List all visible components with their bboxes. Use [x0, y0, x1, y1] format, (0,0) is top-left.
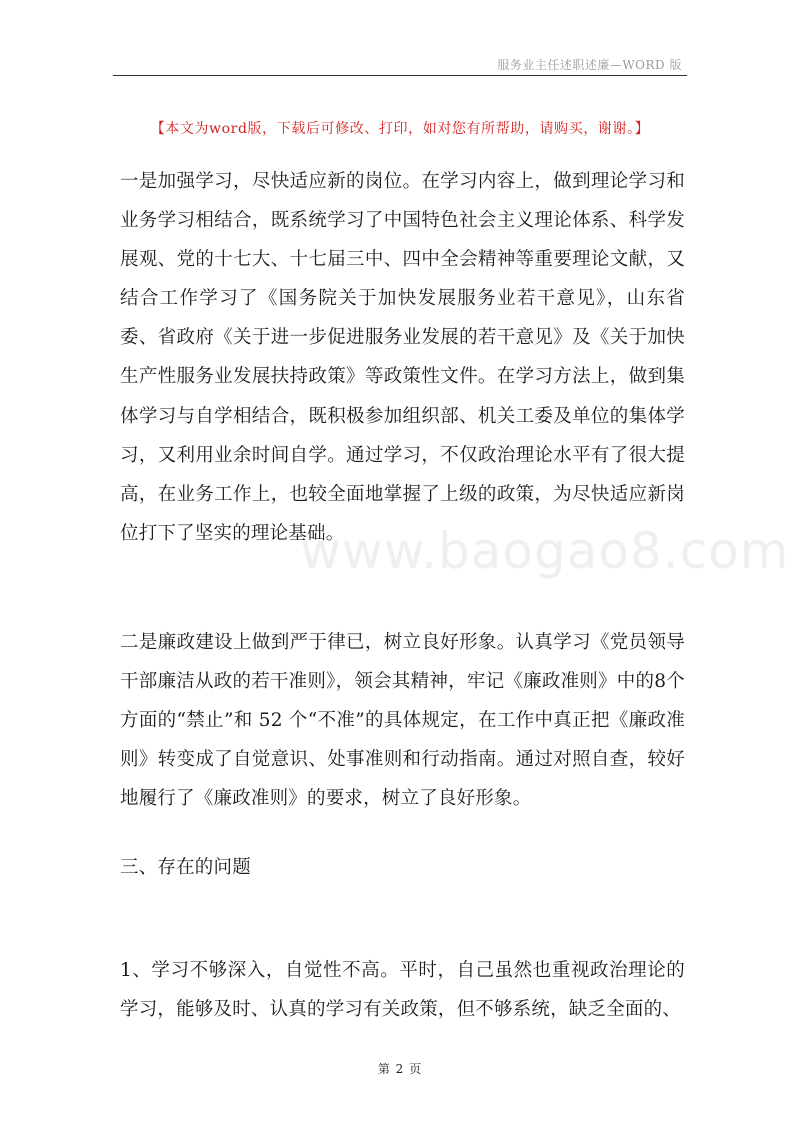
site-watermark: www.baogao8.com	[300, 522, 790, 580]
header-divider	[113, 75, 687, 76]
page-number: 第 2 页	[377, 1062, 423, 1076]
paragraph-integrity: 二是廉政建设上做到严于律已，树立良好形象。认真学习《党员领导干部廉洁从政的若干准则》，领会其精神，牢记《廉政准则》中的8个方面的“禁止”和 52 个“不准”的具体规定，在工作中真正把《廉政准则》转变成了自觉意识、处事准则和行动指南。通过对照自查，较好地履行了《廉政准则》的要求，树立了良好形象。	[120, 632, 685, 810]
purchase-notice: 【本文为word版，下载后可修改、打印，如对您有所帮助，请购买，谢谢。】	[150, 121, 650, 137]
section-heading-problems: 三、存在的问题	[120, 857, 251, 878]
paragraph-study: 一是加强学习，尽快适应新的岗位。在学习内容上，做到理论学习和业务学习相结合，既系统学习了中国特色社会主义理论体系、科学发展观、党的十七大、十七届三中、四中全会精神等重要理论文献，又结合工作学习了《国务院关于加快发展服务业若干意见》，山东省委、省政府《关于进一步促进服务业发展的若干意见》及《关于加快生产性服务业发展扶持政策》等政策性文件。在学习方法上，做到集体学习与自学相结合，既积极参加组织部、机关工委及单位的集体学习，又利用业余时间自学。通过学习，不仅政治理论水平有了很大提高，在业务工作上，也较全面地掌握了上级的政策，为尽快适应新岗位打下了坚实的理论基础。	[120, 171, 685, 544]
paragraph-problem-1: 1、学习不够深入，自觉性不高。平时，自己虽然也重视政治理论的学习，能够及时、认真的学习有关政策，但不够系统，缺乏全面的、	[120, 960, 685, 1021]
header-title: 服务业主任述职述廉—WORD 版	[497, 58, 682, 72]
